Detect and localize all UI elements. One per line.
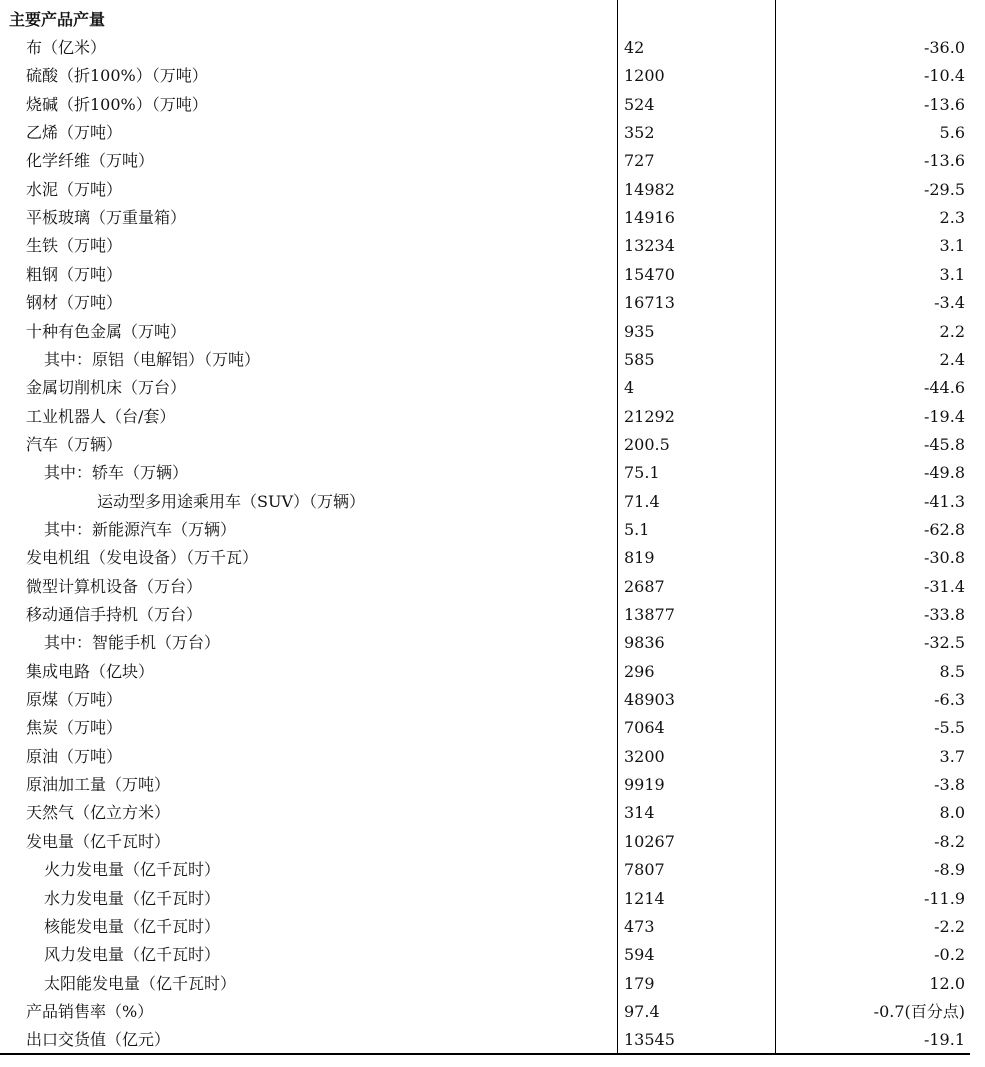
row-label: 产品销售率（%）: [26, 1001, 154, 1021]
row-value: 13234: [624, 236, 675, 256]
table-row: [0, 232, 985, 260]
row-change: -29.5: [923, 179, 965, 199]
row-label: 工业机器人（台/套）: [26, 406, 176, 426]
row-change: -5.5: [934, 718, 965, 738]
row-label: 平板玻璃（万重量箱）: [26, 208, 187, 228]
table-row: [0, 601, 985, 629]
row-value: 585: [624, 349, 655, 369]
table-row: [0, 261, 985, 289]
table-row: [0, 176, 985, 204]
row-label: 粗钢（万吨）: [26, 264, 123, 284]
row-value: 819: [624, 548, 655, 568]
row-change: 2.3: [939, 208, 965, 228]
row-change: -0.7(百分点): [873, 1001, 965, 1021]
row-value: 352: [624, 123, 655, 143]
row-label: 水泥（万吨）: [26, 179, 123, 199]
table-row: [0, 970, 985, 998]
table-row: [0, 998, 985, 1026]
table-row: [0, 62, 985, 90]
row-label: 烧碱（折100%）（万吨）: [26, 94, 208, 114]
row-label: 原油（万吨）: [26, 746, 123, 766]
row-change: 5.6: [939, 123, 965, 143]
table-row: [0, 374, 985, 402]
row-value: 179: [624, 973, 655, 993]
row-label: 布（亿米）: [26, 38, 107, 57]
row-value: 9836: [624, 633, 665, 653]
row-change: -8.2: [934, 831, 965, 851]
row-change: -3.8: [934, 775, 965, 795]
table-row: [0, 828, 985, 856]
row-change: -0.2: [934, 945, 965, 965]
row-value: 524: [624, 94, 655, 114]
row-change: -2.2: [934, 916, 965, 936]
row-label: 硫酸（折100%）（万吨）: [26, 66, 208, 86]
row-label: 核能发电量（亿千瓦时）: [44, 916, 221, 936]
row-label: 其中：轿车（万辆）: [44, 463, 189, 483]
row-change: -33.8: [923, 605, 965, 624]
row-label: 发电机组（发电设备）（万千瓦）: [26, 548, 259, 568]
row-value: 1200: [624, 66, 665, 86]
row-label: 微型计算机设备（万台）: [26, 576, 203, 596]
table-row: [0, 686, 985, 714]
table-row: [0, 941, 985, 969]
row-value: 97.4: [624, 1001, 660, 1021]
section-title: 主要产品产量: [9, 10, 106, 29]
row-label: 运动型多用途乘用车（SUV）（万辆）: [97, 491, 366, 511]
row-label: 乙烯（万吨）: [26, 123, 123, 143]
row-value: 71.4: [624, 491, 660, 511]
row-value: 14982: [624, 179, 675, 199]
row-label: 生铁（万吨）: [26, 236, 123, 256]
row-change: 8.5: [939, 661, 965, 681]
table-row: [0, 573, 985, 601]
row-value: 21292: [624, 406, 675, 426]
row-change: -36.0: [923, 38, 965, 57]
row-label: 移动通信手持机（万台）: [26, 605, 203, 624]
row-label: 原油加工量（万吨）: [26, 775, 171, 795]
table-row: [0, 147, 985, 175]
row-change: -30.8: [923, 548, 965, 568]
row-change: 3.7: [939, 746, 965, 766]
row-change: -19.4: [923, 406, 965, 426]
row-change: -11.9: [923, 888, 965, 908]
row-value: 9919: [624, 775, 665, 795]
row-change: -8.9: [934, 860, 965, 880]
row-value: 7807: [624, 860, 665, 880]
row-value: 473: [624, 916, 655, 936]
row-change: -6.3: [934, 690, 965, 710]
row-value: 935: [624, 321, 655, 341]
table-row: [0, 913, 985, 941]
row-change: -3.4: [934, 293, 965, 313]
row-value: 13877: [624, 605, 675, 624]
row-change: -31.4: [923, 576, 965, 596]
table-row: [0, 799, 985, 827]
row-change: 8.0: [939, 803, 965, 823]
row-label: 水力发电量（亿千瓦时）: [44, 888, 221, 908]
row-label: 其中：智能手机（万台）: [44, 633, 221, 653]
row-value: 4: [624, 378, 635, 398]
row-value: 42: [624, 38, 645, 57]
row-value: 16713: [624, 293, 675, 313]
table-row: [0, 743, 985, 771]
row-value: 3200: [624, 746, 665, 766]
row-label: 其中：原铝（电解铝）（万吨）: [44, 349, 261, 369]
table-row: [0, 856, 985, 884]
row-change: -13.6: [923, 94, 965, 114]
row-change: -62.8: [923, 519, 965, 539]
row-value: 13545: [624, 1030, 675, 1050]
table-row: [0, 658, 985, 686]
row-value: 314: [624, 803, 655, 823]
table-bottom-rule: [0, 1053, 970, 1055]
row-change: -13.6: [923, 151, 965, 171]
row-change: -10.4: [923, 66, 965, 86]
row-label: 太阳能发电量（亿千瓦时）: [44, 973, 237, 993]
table-row: [0, 885, 985, 913]
table-row: [0, 318, 985, 346]
row-value: 14916: [624, 208, 675, 228]
row-change: -49.8: [923, 463, 965, 483]
table-row: [0, 431, 985, 459]
row-label: 火力发电量（亿千瓦时）: [44, 860, 221, 880]
table-row: [0, 488, 985, 516]
table-row: [0, 119, 985, 147]
table-row: [0, 403, 985, 431]
row-label: 风力发电量（亿千瓦时）: [44, 945, 221, 965]
row-label: 出口交货值（亿元）: [26, 1030, 171, 1050]
table-row: [0, 544, 985, 572]
row-label: 十种有色金属（万吨）: [26, 321, 187, 341]
row-value: 594: [624, 945, 655, 965]
row-label: 钢材（万吨）: [26, 293, 123, 313]
row-label: 天然气（亿立方米）: [26, 803, 171, 823]
table-row: [0, 516, 985, 544]
row-change: -45.8: [923, 434, 965, 454]
table-row: [0, 629, 985, 657]
row-label: 化学纤维（万吨）: [26, 151, 155, 171]
row-value: 200.5: [624, 434, 670, 454]
row-change: 2.2: [939, 321, 965, 341]
row-label: 汽车（万辆）: [26, 434, 123, 454]
row-label: 其中：新能源汽车（万辆）: [44, 519, 237, 539]
row-value: 2687: [624, 576, 665, 596]
table-row: [0, 771, 985, 799]
table-row: [0, 289, 985, 317]
row-change: -44.6: [923, 378, 965, 398]
row-value: 48903: [624, 690, 675, 710]
row-value: 5.1: [624, 519, 650, 539]
row-value: 727: [624, 151, 655, 171]
row-value: 75.1: [624, 463, 660, 483]
table-row: [0, 714, 985, 742]
table-row: [0, 459, 985, 487]
row-value: 296: [624, 661, 655, 681]
row-value: 1214: [624, 888, 665, 908]
row-change: 12.0: [929, 973, 965, 993]
table-row: [0, 346, 985, 374]
row-change: -32.5: [923, 633, 965, 653]
row-label: 原煤（万吨）: [26, 690, 123, 710]
row-change: -19.1: [923, 1030, 965, 1050]
row-label: 焦炭（万吨）: [26, 718, 123, 738]
row-value: 15470: [624, 264, 675, 284]
table-row: [0, 91, 985, 119]
row-label: 金属切削机床（万台）: [26, 378, 187, 398]
row-change: 3.1: [939, 236, 965, 256]
row-label: 发电量（亿千瓦时）: [26, 831, 171, 851]
row-change: 3.1: [939, 264, 965, 284]
row-label: 集成电路（亿块）: [26, 661, 155, 681]
table-row: [0, 204, 985, 232]
row-value: 10267: [624, 831, 675, 851]
table-row: [0, 34, 985, 62]
row-value: 7064: [624, 718, 665, 738]
row-change: -41.3: [923, 491, 965, 511]
row-change: 2.4: [939, 349, 965, 369]
table-row: [0, 1026, 985, 1054]
